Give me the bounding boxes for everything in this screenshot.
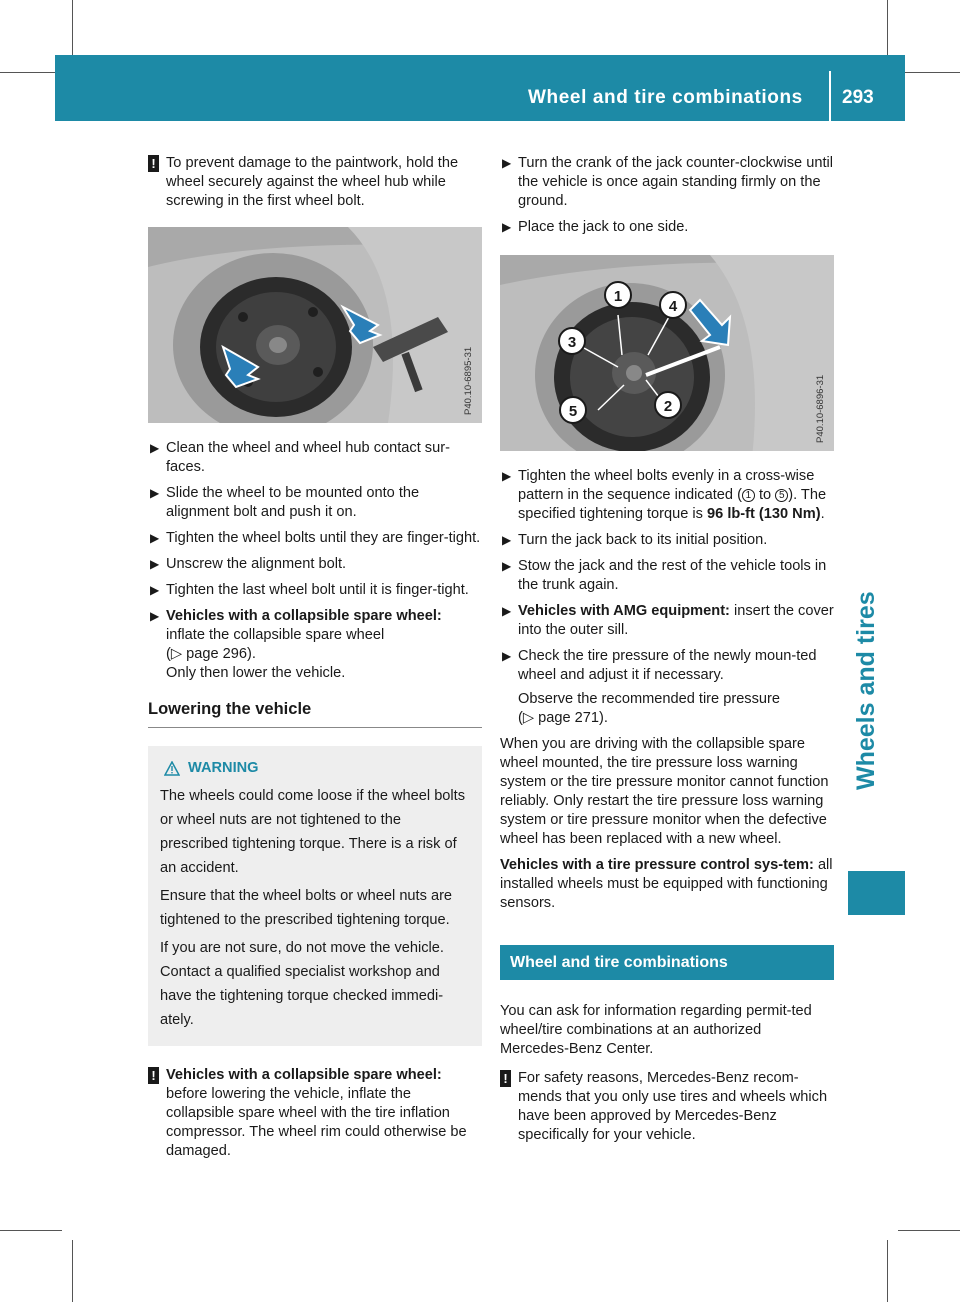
crop-mark [0, 72, 62, 73]
notice [500, 1069, 834, 1145]
arrow-right-icon: ▶ [502, 533, 512, 547]
paragraph: You can ask for information regarding permit-ted wheel/tire combinations at an authorized Mercedes-Benz Center. [500, 1003, 812, 1057]
side-tab-label: Wheels and tires [852, 591, 880, 790]
step-bold-text: Vehicles with AMG equipment: [518, 603, 730, 619]
step [500, 218, 834, 237]
figure-bolt-sequence [500, 255, 834, 451]
wheel-mounting-illustration [148, 227, 482, 423]
callout-5 [560, 397, 586, 423]
callout-label: 5 [568, 403, 578, 420]
step [500, 154, 834, 211]
exclamation-icon: ! [500, 1070, 511, 1087]
step-text: to [754, 487, 776, 503]
warning-header [160, 756, 470, 780]
step [148, 555, 482, 574]
page-title: Wheel and tire combinations [528, 87, 803, 108]
crop-mark [898, 1230, 960, 1231]
step-text: Place the jack to one side. [518, 219, 689, 235]
step [148, 529, 482, 548]
header-divider [829, 71, 831, 121]
warning-triangle-icon [164, 761, 180, 776]
callout-label: 3 [567, 334, 577, 351]
callout-label: 2 [663, 398, 673, 415]
step-text: Stow the jack and the rest of the vehicle tools in the trunk again. [518, 558, 827, 593]
notice [148, 154, 482, 211]
arrow-right-icon: ▶ [150, 583, 160, 597]
step [148, 581, 482, 600]
callout-4 [660, 292, 686, 318]
section-heading: Lowering the vehicle [148, 690, 482, 728]
figure-wheel-mounting [148, 227, 482, 423]
page-reference-link[interactable]: (▷ page 296). [166, 646, 256, 662]
paragraph-text: all installed wheels must be equipped with functioning sensors. [500, 857, 833, 911]
step-text: Tighten the wheel bolts until they are finger-tight. [166, 530, 481, 546]
arrow-right-icon: ▶ [150, 609, 160, 623]
step-text: Tighten the last wheel bolt until it is finger-tight. [166, 582, 469, 598]
step [148, 484, 482, 522]
step [148, 439, 482, 477]
side-tab-block [848, 871, 905, 915]
left-column [148, 154, 482, 1177]
paragraph [500, 856, 834, 913]
step [500, 531, 834, 550]
step [148, 607, 482, 683]
arrow-right-icon: ▶ [150, 441, 160, 455]
step-text: . [820, 506, 825, 522]
arrow-right-icon: ▶ [502, 649, 512, 663]
step [500, 467, 834, 524]
step-text: ). The specified tightening torque is [518, 487, 827, 522]
step-text: Check the tire pressure of the newly moun-ted wheel and adjust it if necessary. [518, 648, 817, 683]
warning-title: WARNING [188, 760, 259, 776]
torque-value: 96 lb-ft (130 Nm) [707, 506, 821, 522]
arrow-right-icon: ▶ [502, 604, 512, 618]
notice-bold-text: Vehicles with a collapsible spare wheel: [166, 1067, 442, 1083]
arrow-right-icon: ▶ [150, 557, 160, 571]
warning-paragraph: The wheels could come loose if the wheel bolts or wheel nuts are not tightened to the prescribed tightening torque. There is a risk of an accident. [160, 788, 466, 876]
step [500, 602, 834, 640]
paragraph-bold-text: Vehicles with a tire pressure control sys-tem: [500, 857, 814, 873]
step-text: Slide the wheel to be mounted onto the alignment bolt and push it on. [166, 485, 420, 520]
callout-1 [605, 282, 631, 308]
step-text: Turn the crank of the jack counter-clockwise until the vehicle is once again standing firmly on the ground. [518, 155, 833, 209]
arrow-right-icon: ▶ [502, 559, 512, 573]
notice-text: To prevent damage to the paintwork, hold the wheel securely against the wheel hub while screwing in the first wheel bolt. [166, 155, 459, 209]
circled-number-5: 5 [775, 489, 788, 502]
step-text: Only then lower the vehicle. [166, 665, 346, 681]
paragraph: When you are driving with the collapsible spare wheel mounted, the tire pressure loss warning system or the tire pressure monitor cannot function reliably. Only restart the tire pressure loss warning system or tire pressure monitor when the defective wheel has been replaced with a new wheel. [500, 736, 829, 847]
step-bold-text: Vehicles with a collapsible spare wheel: [166, 608, 442, 624]
arrow-right-icon: ▶ [502, 156, 512, 170]
step-text: Unscrew the alignment bolt. [166, 556, 347, 572]
page-reference-link[interactable]: (▷ page 271). [518, 710, 608, 726]
step-text: Clean the wheel and wheel hub contact sur-faces. [166, 440, 450, 475]
step-text: inflate the collapsible spare wheel [166, 627, 385, 643]
step-note [500, 690, 834, 728]
step [500, 647, 834, 685]
step-text: Observe the recommended tire pressure [518, 691, 780, 707]
arrow-right-icon: ▶ [150, 531, 160, 545]
crop-mark [887, 1240, 888, 1302]
warning-paragraph: If you are not sure, do not move the vehicle. Contact a qualified specialist workshop and have the tightening torque checked immedi-ately. [160, 940, 444, 1028]
exclamation-icon: ! [148, 1067, 159, 1084]
exclamation-icon: ! [148, 155, 159, 172]
page-number: 293 [842, 87, 874, 108]
figure-code: P40.10-6896-31 [815, 374, 826, 443]
callout-label: 4 [668, 298, 678, 315]
bolt-sequence-illustration [500, 255, 834, 451]
notice-text: before lowering the vehicle, inflate the collapsible spare wheel with the tire inflation compressor. The wheel rim could otherwise be damaged. [166, 1086, 467, 1159]
step-text: Turn the jack back to its initial position. [518, 532, 768, 548]
callout-3 [559, 328, 585, 354]
arrow-right-icon: ▶ [502, 220, 512, 234]
section-heading-wheel-tire: Wheel and tire combinations [500, 945, 834, 980]
circled-number-1: 1 [742, 489, 755, 502]
warning-box [148, 746, 482, 1046]
step-text: insert the cover into the outer sill. [518, 603, 834, 638]
callout-label: 1 [613, 288, 623, 305]
crop-mark [887, 0, 888, 62]
crop-mark [72, 0, 73, 62]
callout-2 [655, 392, 681, 418]
notice-text: For safety reasons, Mercedes-Benz recom-mends that you only use tires and wheels which have been approved by Mercedes-Benz specifically for your vehicle. [518, 1070, 828, 1143]
crop-mark [72, 1240, 73, 1302]
crop-mark [0, 1230, 62, 1231]
crop-mark [898, 72, 960, 73]
warning-paragraph: Ensure that the wheel bolts or wheel nuts are tightened to the prescribed tightening torque. [160, 888, 453, 928]
figure-code: P40.10-6895-31 [463, 346, 474, 415]
right-column [500, 154, 834, 1161]
step-text: Tighten the wheel bolts evenly in a cross-wise pattern in the sequence indicated ( [518, 468, 815, 503]
arrow-right-icon: ▶ [502, 469, 512, 483]
notice [148, 1066, 482, 1161]
arrow-right-icon: ▶ [150, 486, 160, 500]
step [500, 557, 834, 595]
